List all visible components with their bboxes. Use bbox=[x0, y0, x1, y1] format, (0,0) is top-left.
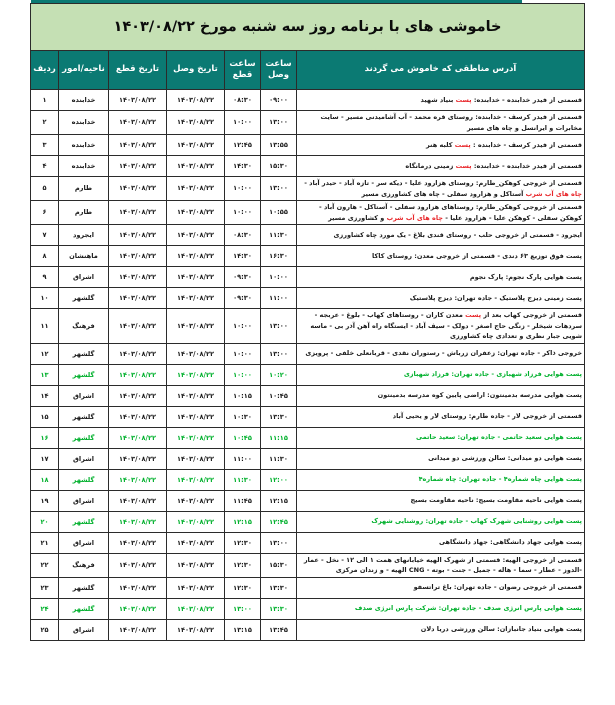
table-row bbox=[30, 490, 584, 511]
cell-time-connect: ۱۳:۰۰ bbox=[261, 177, 297, 201]
cell-row-number: ۱۰ bbox=[30, 288, 58, 309]
cell-address bbox=[297, 309, 585, 344]
address-segment: پست فوق توزیع ۶۳ دندی - قسمتی از خروجی معدن: روستای کاکا bbox=[372, 251, 582, 260]
cell-time-connect: ۱۳:۳۰ bbox=[261, 577, 297, 598]
cell-address bbox=[297, 598, 585, 619]
cell-time-connect: ۱۳:۰۰ bbox=[261, 111, 297, 135]
cell-address bbox=[297, 246, 585, 267]
cell-time-connect: ۰۹:۰۰ bbox=[261, 90, 297, 111]
cell-time-cut: ۱۲:۳۰ bbox=[225, 577, 261, 598]
cell-time-cut: ۱۰:۰۰ bbox=[225, 364, 261, 385]
column-header-date-cut: تاریخ قطع bbox=[109, 51, 167, 90]
cell-area: اشراق bbox=[59, 532, 109, 553]
cell-address bbox=[297, 406, 585, 427]
cell-address bbox=[297, 343, 585, 364]
address-segment: قسمتی از خروجی الهیه: قسمتی از شهرک الهیه خیابانهای همت ۱ الی ۱۲ - نخل - عمار -الدوز - عطار - سما - هاله - جمیل - جنت - بوته - CNG الهیه - و زندان مرکزی bbox=[303, 555, 582, 575]
table-row bbox=[30, 532, 584, 553]
cell-date-connect: ۱۴۰۳/۰۸/۲۲ bbox=[167, 288, 225, 309]
cell-date-cut: ۱۴۰۳/۰۸/۲۲ bbox=[109, 553, 167, 577]
cell-address bbox=[297, 469, 585, 490]
cell-area: گلشهر bbox=[59, 343, 109, 364]
cell-time-cut: ۱۲:۱۵ bbox=[225, 511, 261, 532]
column-header-area: ناحیه/امور bbox=[59, 51, 109, 90]
cell-date-cut: ۱۴۰۳/۰۸/۲۲ bbox=[109, 577, 167, 598]
cell-time-cut: ۱۱:۴۵ bbox=[225, 490, 261, 511]
cell-date-connect: ۱۴۰۳/۰۸/۲۲ bbox=[167, 598, 225, 619]
address-segment: قسمتی از فیدر خدابنده - خدابنده: bbox=[471, 161, 582, 170]
cell-date-connect: ۱۴۰۳/۰۸/۲۲ bbox=[167, 427, 225, 448]
cell-time-cut: ۱۰:۳۰ bbox=[225, 406, 261, 427]
cell-date-connect: ۱۴۰۳/۰۸/۲۲ bbox=[167, 135, 225, 156]
table-row bbox=[30, 577, 584, 598]
cell-time-cut: ۱۳:۱۵ bbox=[225, 619, 261, 640]
cell-row-number: ۸ bbox=[30, 246, 58, 267]
table-row bbox=[30, 469, 584, 490]
cell-area: گلشهر bbox=[59, 598, 109, 619]
cell-time-cut: ۱۱:۰۰ bbox=[225, 448, 261, 469]
table-head bbox=[30, 4, 584, 90]
cell-date-cut: ۱۴۰۳/۰۸/۲۲ bbox=[109, 343, 167, 364]
cell-date-cut: ۱۴۰۳/۰۸/۲۲ bbox=[109, 406, 167, 427]
table-body bbox=[30, 90, 584, 641]
cell-row-number: ۱۷ bbox=[30, 448, 58, 469]
table-row bbox=[30, 288, 584, 309]
address-segment: پست هوایی روشنایی شهرک کهاب - جاده تهران: روشنایی شهرک bbox=[371, 517, 582, 526]
cell-row-number: ۶ bbox=[30, 201, 58, 225]
cell-time-cut: ۱۴:۳۰ bbox=[225, 156, 261, 177]
cell-date-connect: ۱۴۰۳/۰۸/۲۲ bbox=[167, 90, 225, 111]
cell-date-connect: ۱۴۰۳/۰۸/۲۲ bbox=[167, 343, 225, 364]
column-header-row-number: ردیف bbox=[30, 51, 58, 90]
cell-time-cut: ۱۲:۳۰ bbox=[225, 532, 261, 553]
cell-date-connect: ۱۴۰۳/۰۸/۲۲ bbox=[167, 309, 225, 344]
cell-date-cut: ۱۴۰۳/۰۸/۲۲ bbox=[109, 309, 167, 344]
cell-area: خدابنده bbox=[59, 156, 109, 177]
cell-address bbox=[297, 177, 585, 201]
table-row bbox=[30, 201, 584, 225]
cell-date-cut: ۱۴۰۳/۰۸/۲۲ bbox=[109, 364, 167, 385]
cell-area: طارم bbox=[59, 177, 109, 201]
cell-date-connect: ۱۴۰۳/۰۸/۲۲ bbox=[167, 406, 225, 427]
address-segment: پست هوایی جهاد دانشگاهی: جهاد دانشگاهی bbox=[438, 538, 582, 547]
cell-time-connect: ۱۲:۴۵ bbox=[261, 511, 297, 532]
table-row bbox=[30, 309, 584, 344]
table-title-row bbox=[30, 4, 584, 51]
cell-address bbox=[297, 201, 585, 225]
address-segment: پست bbox=[455, 161, 472, 170]
address-segment: چاه های آب شرب bbox=[525, 189, 582, 198]
cell-date-connect: ۱۴۰۳/۰۸/۲۲ bbox=[167, 490, 225, 511]
cell-time-connect: ۱۱:۱۵ bbox=[261, 427, 297, 448]
cell-address bbox=[297, 619, 585, 640]
cell-row-number: ۱۴ bbox=[30, 385, 58, 406]
cell-area: گلشهر bbox=[59, 577, 109, 598]
address-segment: پست هوایی فرزاد شهبازی - جاده تهران: فرزاد شهبازی bbox=[403, 370, 582, 379]
cell-date-connect: ۱۴۰۳/۰۸/۲۲ bbox=[167, 577, 225, 598]
table-row bbox=[30, 511, 584, 532]
table-row bbox=[30, 448, 584, 469]
cell-date-connect: ۱۴۰۳/۰۸/۲۲ bbox=[167, 177, 225, 201]
cell-time-connect: ۱۱:۰۰ bbox=[261, 288, 297, 309]
cell-time-connect: ۱۳:۰۰ bbox=[261, 309, 297, 344]
cell-time-connect: ۱۱:۳۰ bbox=[261, 225, 297, 246]
cell-area: ماهنشان bbox=[59, 246, 109, 267]
cell-address bbox=[297, 448, 585, 469]
table-row bbox=[30, 385, 584, 406]
cell-date-cut: ۱۴۰۳/۰۸/۲۲ bbox=[109, 225, 167, 246]
cell-time-cut: ۱۴:۳۰ bbox=[225, 246, 261, 267]
address-segment: پست هوایی سعید حاتمی - جاده تهران: سعید حاتمی bbox=[416, 433, 582, 442]
address-segment: بنیاد شهید bbox=[420, 95, 456, 104]
cell-date-cut: ۱۴۰۳/۰۸/۲۲ bbox=[109, 135, 167, 156]
cell-area: فرهنگ bbox=[59, 553, 109, 577]
cell-time-cut: ۱۰:۰۰ bbox=[225, 201, 261, 225]
column-header-address: آدرس مناطقی که خاموش می گردند bbox=[297, 51, 585, 90]
cell-row-number: ۵ bbox=[30, 177, 58, 201]
cell-time-cut: ۱۰:۰۰ bbox=[225, 111, 261, 135]
cell-time-connect: ۱۰:۵۵ bbox=[261, 201, 297, 225]
address-segment: قسمتی از خروجی کوهکن_طارم: روستای هزارود علیا - دیکه سر - تازه آباد - حیدر آباد - bbox=[304, 179, 582, 188]
address-segment: پست bbox=[454, 140, 471, 149]
cell-time-cut: ۰۸:۳۰ bbox=[225, 225, 261, 246]
cell-row-number: ۲۵ bbox=[30, 619, 58, 640]
cell-date-cut: ۱۴۰۳/۰۸/۲۲ bbox=[109, 177, 167, 201]
cell-row-number: ۷ bbox=[30, 225, 58, 246]
cell-date-connect: ۱۴۰۳/۰۸/۲۲ bbox=[167, 246, 225, 267]
table-row bbox=[30, 598, 584, 619]
cell-address bbox=[297, 577, 585, 598]
cell-row-number: ۱ bbox=[30, 90, 58, 111]
cell-address bbox=[297, 553, 585, 577]
cell-time-connect: ۱۰:۲۰ bbox=[261, 364, 297, 385]
cell-time-cut: ۱۰:۰۰ bbox=[225, 177, 261, 201]
address-segment: آستاکل و هزارود سفلی - چاه های کشاورزی مسیر bbox=[361, 189, 526, 198]
cell-time-cut: ۱۲:۳۰ bbox=[225, 553, 261, 577]
address-segment: پست bbox=[455, 95, 472, 104]
cell-time-connect: ۱۵:۳۰ bbox=[261, 156, 297, 177]
cell-area: گلشهر bbox=[59, 469, 109, 490]
cell-date-connect: ۱۴۰۳/۰۸/۲۲ bbox=[167, 469, 225, 490]
address-segment: پست هوایی چاه شماره۴ - جاده تهران: چاه شماره۴ bbox=[418, 475, 582, 484]
cell-time-cut: ۱۳:۰۰ bbox=[225, 598, 261, 619]
cell-date-cut: ۱۴۰۳/۰۸/۲۲ bbox=[109, 156, 167, 177]
cell-time-connect: ۱۳:۰۰ bbox=[261, 532, 297, 553]
address-segment: کلبه هنر bbox=[426, 140, 455, 149]
address-segment: قسمتی از فیدر خدابنده - خدابنده: bbox=[471, 95, 582, 104]
cell-date-cut: ۱۴۰۳/۰۸/۲۲ bbox=[109, 246, 167, 267]
cell-time-cut: ۱۱:۳۰ bbox=[225, 469, 261, 490]
address-segment: پست هوایی بنیاد جانبازان: سالن ورزشی دریا دلان bbox=[420, 625, 582, 634]
cell-time-connect: ۱۶:۳۰ bbox=[261, 246, 297, 267]
cell-date-cut: ۱۴۰۳/۰۸/۲۲ bbox=[109, 619, 167, 640]
cell-date-cut: ۱۴۰۳/۰۸/۲۲ bbox=[109, 448, 167, 469]
cell-area: اشراق bbox=[59, 619, 109, 640]
cell-date-cut: ۱۴۰۳/۰۸/۲۲ bbox=[109, 111, 167, 135]
cell-time-cut: ۰۸:۳۰ bbox=[225, 90, 261, 111]
cell-row-number: ۲ bbox=[30, 111, 58, 135]
table-row bbox=[30, 343, 584, 364]
cell-date-connect: ۱۴۰۳/۰۸/۲۲ bbox=[167, 448, 225, 469]
table-row bbox=[30, 225, 584, 246]
address-segment: چاه های آب شرب bbox=[386, 213, 443, 222]
table-row bbox=[30, 156, 584, 177]
table-row bbox=[30, 267, 584, 288]
cell-date-connect: ۱۴۰۳/۰۸/۲۲ bbox=[167, 385, 225, 406]
cell-row-number: ۹ bbox=[30, 267, 58, 288]
cell-row-number: ۱۶ bbox=[30, 427, 58, 448]
cell-area: اشراق bbox=[59, 490, 109, 511]
address-segment: قسمتی از خروجی لار - جاده طارم: روستای لار و یحیی آباد bbox=[392, 412, 582, 421]
cell-date-cut: ۱۴۰۳/۰۸/۲۲ bbox=[109, 469, 167, 490]
cell-date-cut: ۱۴۰۳/۰۸/۲۲ bbox=[109, 267, 167, 288]
cell-address bbox=[297, 385, 585, 406]
table-row bbox=[30, 427, 584, 448]
table-row bbox=[30, 135, 584, 156]
cell-date-cut: ۱۴۰۳/۰۸/۲۲ bbox=[109, 427, 167, 448]
cell-time-connect: ۱۳:۴۵ bbox=[261, 619, 297, 640]
table-header-row bbox=[30, 51, 584, 90]
cell-date-cut: ۱۴۰۳/۰۸/۲۲ bbox=[109, 490, 167, 511]
cell-address bbox=[297, 90, 585, 111]
cell-time-connect: ۱۳:۰۰ bbox=[261, 343, 297, 364]
cell-address bbox=[297, 364, 585, 385]
cell-address bbox=[297, 511, 585, 532]
cell-row-number: ۱۳ bbox=[30, 364, 58, 385]
cell-row-number: ۲۴ bbox=[30, 598, 58, 619]
cell-time-connect: ۱۱:۳۰ bbox=[261, 448, 297, 469]
cell-row-number: ۱۹ bbox=[30, 490, 58, 511]
cell-date-connect: ۱۴۰۳/۰۸/۲۲ bbox=[167, 225, 225, 246]
address-segment: ایجرود - قسمتی از خروجی حلب - روستای قندی بلاغ - یک مورد چاه کشاورزی bbox=[333, 230, 582, 239]
cell-area: خدابنده bbox=[59, 90, 109, 111]
cell-area: طارم bbox=[59, 201, 109, 225]
address-segment: پست هوایی پارک نجوم: پارک نجوم bbox=[469, 272, 582, 281]
cell-time-connect: ۱۵:۳۰ bbox=[261, 553, 297, 577]
cell-date-connect: ۱۴۰۳/۰۸/۲۲ bbox=[167, 364, 225, 385]
cell-area: گلشهر bbox=[59, 406, 109, 427]
column-header-time-cut: ساعت قطع bbox=[225, 51, 261, 90]
cell-time-connect: ۱۰:۴۵ bbox=[261, 385, 297, 406]
cell-date-cut: ۱۴۰۳/۰۸/۲۲ bbox=[109, 532, 167, 553]
cell-area: اشراق bbox=[59, 267, 109, 288]
cell-time-connect: ۱۳:۳۰ bbox=[261, 598, 297, 619]
cell-row-number: ۲۳ bbox=[30, 577, 58, 598]
cell-row-number: ۱۱ bbox=[30, 309, 58, 344]
cell-date-cut: ۱۴۰۳/۰۸/۲۲ bbox=[109, 288, 167, 309]
cell-address bbox=[297, 267, 585, 288]
cell-date-connect: ۱۴۰۳/۰۸/۲۲ bbox=[167, 511, 225, 532]
cell-time-connect: ۱۲:۱۵ bbox=[261, 490, 297, 511]
cell-row-number: ۱۸ bbox=[30, 469, 58, 490]
table-row bbox=[30, 177, 584, 201]
address-segment: قسمتی از خروجی کوهکن_طارم: روستاهای هزارود سفلی - آستاکل - هارون آباد - کوهکن سفلی - کوهکن علیا - هزارود علیا - bbox=[318, 203, 582, 222]
cell-area: خدابنده bbox=[59, 111, 109, 135]
cell-time-cut: ۱۰:۴۵ bbox=[225, 427, 261, 448]
cell-date-cut: ۱۴۰۳/۰۸/۲۲ bbox=[109, 385, 167, 406]
cell-area: خدابنده bbox=[59, 135, 109, 156]
cell-row-number: ۳ bbox=[30, 135, 58, 156]
cell-date-connect: ۱۴۰۳/۰۸/۲۲ bbox=[167, 156, 225, 177]
cell-date-connect: ۱۴۰۳/۰۸/۲۲ bbox=[167, 532, 225, 553]
address-segment: پست هوایی پارس انرژی صدف - جاده تهران: شرکت پارس انرژی صدف bbox=[354, 604, 582, 613]
cell-row-number: ۱۵ bbox=[30, 406, 58, 427]
table-row bbox=[30, 246, 584, 267]
table-row bbox=[30, 90, 584, 111]
cell-date-cut: ۱۴۰۳/۰۸/۲۲ bbox=[109, 201, 167, 225]
cell-row-number: ۴ bbox=[30, 156, 58, 177]
cell-date-cut: ۱۴۰۳/۰۸/۲۲ bbox=[109, 511, 167, 532]
address-segment: خروجی ذاکر - جاده تهران: زعفران زرباش - رستوران نقدی - قربانعلی خلفی - پرویزی bbox=[305, 349, 582, 358]
column-header-time-connect: ساعت وصل bbox=[261, 51, 297, 90]
cell-time-connect: ۱۳:۵۵ bbox=[261, 135, 297, 156]
table-row bbox=[30, 619, 584, 640]
address-segment: قسمتی از فیدر کرسف - خدابنده : bbox=[470, 140, 582, 149]
cell-date-connect: ۱۴۰۳/۰۸/۲۲ bbox=[167, 201, 225, 225]
cell-area: گلشهر bbox=[59, 288, 109, 309]
cell-time-connect: ۱۰:۰۰ bbox=[261, 267, 297, 288]
cell-address bbox=[297, 427, 585, 448]
table-row bbox=[30, 111, 584, 135]
cell-address bbox=[297, 135, 585, 156]
address-segment: پست هوایی دو میدانی: سالن ورزشی دو میدانی bbox=[428, 454, 582, 463]
column-header-date-connect: تاریخ وصل bbox=[167, 51, 225, 90]
cell-date-connect: ۱۴۰۳/۰۸/۲۲ bbox=[167, 619, 225, 640]
cell-address bbox=[297, 156, 585, 177]
cell-date-connect: ۱۴۰۳/۰۸/۲۲ bbox=[167, 111, 225, 135]
address-segment: قسمتی از خروجی رضوان - جاده تهران: باغ تراتسفو bbox=[413, 583, 582, 592]
cell-row-number: ۲۲ bbox=[30, 553, 58, 577]
cell-area: گلشهر bbox=[59, 427, 109, 448]
cell-date-cut: ۱۴۰۳/۰۸/۲۲ bbox=[109, 598, 167, 619]
cell-time-connect: ۱۳:۳۰ bbox=[261, 406, 297, 427]
cell-address bbox=[297, 111, 585, 135]
cell-area: اشراق bbox=[59, 448, 109, 469]
cell-time-connect: ۱۲:۰۰ bbox=[261, 469, 297, 490]
address-segment: پست bbox=[465, 311, 482, 320]
cell-address bbox=[297, 532, 585, 553]
page-title: خاموشی های با برنامه روز سه شنبه مورخ ۱۴۰۳/۰۸/۲۲ bbox=[30, 4, 584, 51]
cell-time-cut: ۱۲:۴۵ bbox=[225, 135, 261, 156]
outage-schedule-table bbox=[30, 3, 585, 641]
address-segment: معدن کاران - روستاهای کهاب - بلوغ - عربجه - سردهات شیخلر - زنگی حاج اصغر - دولک - سیف آباد - ایستگاه راه آهن آذر بی - ماسه شویی جبار نظری و تعدادی چاه کشاورزی bbox=[310, 311, 582, 341]
cell-area: ایجرود bbox=[59, 225, 109, 246]
address-segment: قسمتی از فیدر کرسف - خدابنده: روستای قره محمد - آب آشامیدنی مسیر - سایت مخابرات و ایرانسل و چاه های مسیر bbox=[320, 113, 582, 132]
cell-time-cut: ۰۹:۳۰ bbox=[225, 288, 261, 309]
address-segment: قسمتی از خروجی کهاب بعد از bbox=[481, 311, 582, 320]
cell-time-cut: ۱۰:۰۰ bbox=[225, 309, 261, 344]
cell-date-connect: ۱۴۰۳/۰۸/۲۲ bbox=[167, 553, 225, 577]
cell-area: گلشهر bbox=[59, 364, 109, 385]
cell-area: اشراق bbox=[59, 385, 109, 406]
cell-row-number: ۱۲ bbox=[30, 343, 58, 364]
outage-table-container bbox=[31, 3, 585, 641]
table-row bbox=[30, 406, 584, 427]
cell-date-cut: ۱۴۰۳/۰۸/۲۲ bbox=[109, 90, 167, 111]
address-segment: زمینی درمانگاه bbox=[405, 161, 456, 170]
address-segment: پست هوایی مدرسه بدمینتون: اراضی پایین کوه مدرسه بدمینتون bbox=[377, 391, 582, 400]
cell-address bbox=[297, 490, 585, 511]
cell-time-cut: ۱۰:۱۵ bbox=[225, 385, 261, 406]
cell-area: گلشهر bbox=[59, 511, 109, 532]
cell-row-number: ۲۱ bbox=[30, 532, 58, 553]
cell-address bbox=[297, 225, 585, 246]
cell-date-connect: ۱۴۰۳/۰۸/۲۲ bbox=[167, 267, 225, 288]
address-segment: پست هوایی ناحیه مقاومت بسیج: ناحیه مقاومت بسیج bbox=[410, 496, 582, 505]
cell-time-cut: ۰۹:۳۰ bbox=[225, 267, 261, 288]
address-segment: و کشاورزی مسیر bbox=[328, 213, 387, 222]
cell-address bbox=[297, 288, 585, 309]
cell-row-number: ۲۰ bbox=[30, 511, 58, 532]
cell-area: فرهنگ bbox=[59, 309, 109, 344]
cell-time-cut: ۱۰:۰۰ bbox=[225, 343, 261, 364]
table-row bbox=[30, 364, 584, 385]
table-row bbox=[30, 553, 584, 577]
address-segment: پست زمینی دیزج پلاستیک - جاده تهران: دیزج پلاستیک bbox=[409, 293, 582, 302]
